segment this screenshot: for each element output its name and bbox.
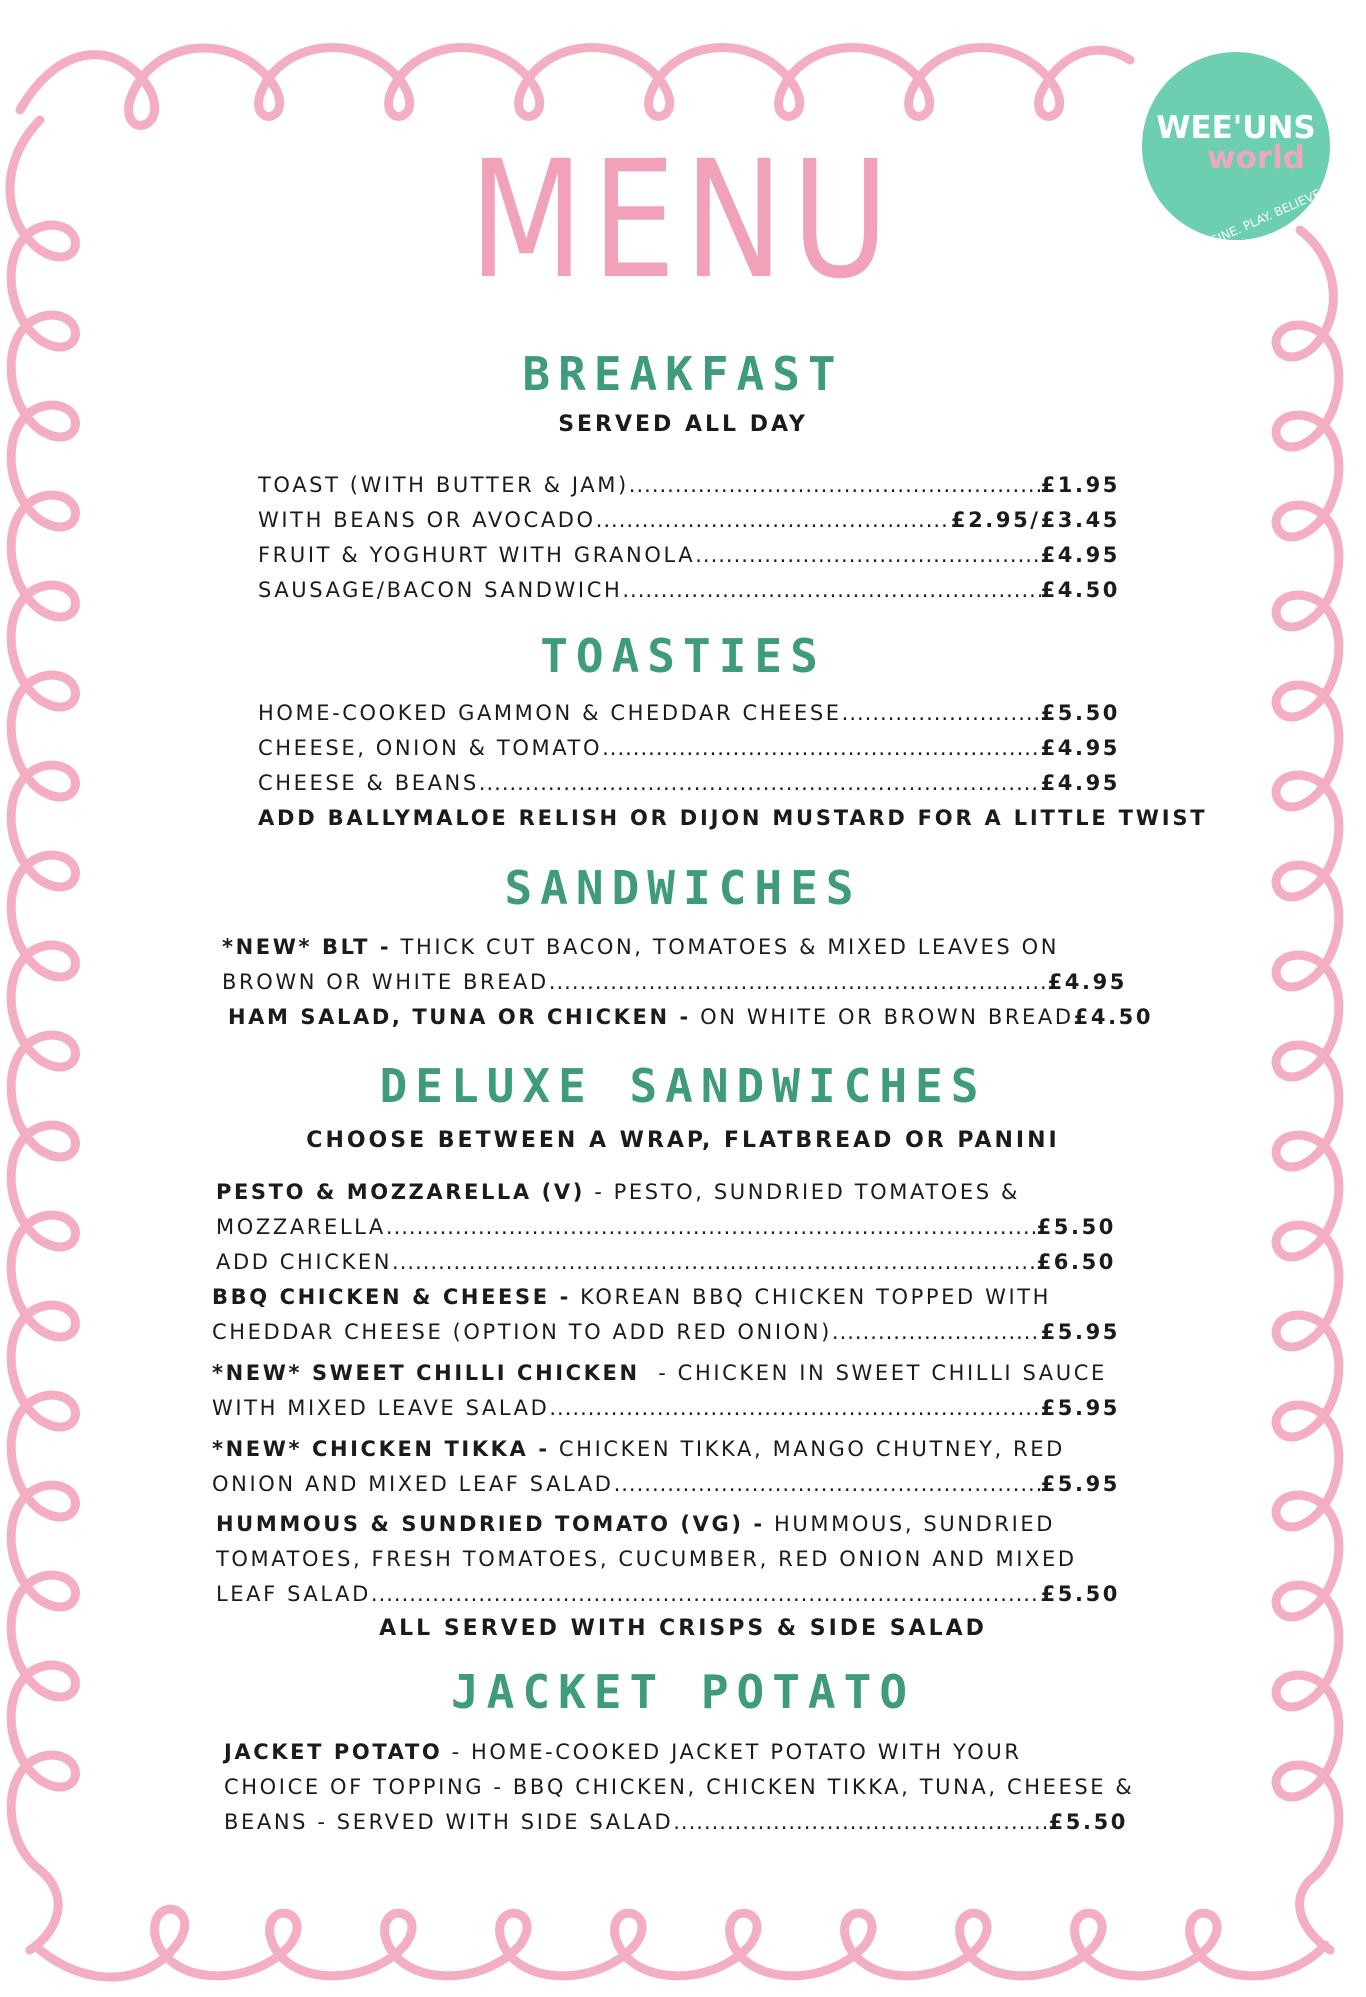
leader-dots — [602, 731, 1040, 766]
deluxe-note: ALL SERVED WITH CRISPS & SIDE SALAD — [379, 1616, 987, 1641]
item-name: MOZZARELLA — [216, 1215, 386, 1239]
menu-item-row — [258, 696, 1120, 731]
item-price: £4.50 — [1040, 578, 1120, 602]
bbq-name: BBQ CHICKEN & CHEESE - — [212, 1285, 571, 1309]
jacket-line — [224, 1735, 1022, 1770]
item-name: TOAST (WITH BUTTER & JAM) — [258, 473, 629, 497]
leader-dots — [629, 468, 1041, 503]
breakfast-heading: BREAKFAST — [522, 347, 844, 401]
item-name: WITH BEANS OR AVOCADO — [258, 508, 596, 532]
hummous-line — [216, 1507, 1055, 1542]
pesto-desc: - PESTO, SUNDRIED TOMATOES & — [594, 1180, 1020, 1204]
menu-item-row — [212, 1315, 1120, 1350]
item-price: £5.50 — [1036, 1215, 1116, 1239]
logo-line-1: WEE'UNS — [1156, 110, 1316, 146]
menu-item-row — [258, 468, 1120, 503]
menu-item-row — [224, 1805, 1128, 1840]
item-price: £6.50 — [1036, 1250, 1116, 1274]
leader-dots — [614, 1467, 1041, 1502]
bbq-desc: KOREAN BBQ CHICKEN TOPPED WITH — [580, 1285, 1052, 1309]
item-name: HOME-COOKED GAMMON & CHEDDAR CHEESE — [258, 701, 842, 725]
logo-tagline: IMAGINE. PLAY. BELIEVE — [1187, 186, 1323, 258]
item-name: BROWN OR WHITE BREAD — [222, 970, 549, 994]
hummous-desc: HUMMOUS, SUNDRIED — [774, 1512, 1056, 1536]
item-name: ADD CHICKEN — [216, 1250, 393, 1274]
leader-dots — [549, 1391, 1040, 1426]
jacket-heading: JACKET POTATO — [450, 1665, 916, 1719]
menu-item-row — [258, 731, 1120, 766]
jacket-name: JACKET POTATO — [224, 1740, 443, 1764]
ham-salad-desc: ON WHITE OR BROWN BREAD — [700, 1005, 1074, 1029]
blt-name: *NEW* BLT - — [222, 935, 392, 959]
jacket-desc-line-2: CHOICE OF TOPPING - BBQ CHICKEN, CHICKEN TIKKA, TUNA, CHEESE & — [224, 1775, 1135, 1799]
item-price: £5.50 — [1040, 1582, 1120, 1606]
leader-dots — [392, 1245, 1037, 1280]
breakfast-section — [0, 348, 1366, 440]
item-name: SAUSAGE/BACON SANDWICH — [258, 578, 623, 602]
item-name: CHEDDAR CHEESE (OPTION TO ADD RED ONION) — [212, 1320, 832, 1344]
item-price: £5.95 — [1040, 1396, 1120, 1420]
blt-description-line — [222, 930, 1059, 965]
item-price: £4.50 — [1073, 1005, 1154, 1029]
hummous-name: HUMMOUS & SUNDRIED TOMATO (VG) - — [216, 1512, 765, 1536]
item-price: £5.50 — [1040, 701, 1120, 725]
toasties-heading: TOASTIES — [540, 629, 826, 683]
logo-line-2: world — [1206, 140, 1306, 176]
item-price: £4.95 — [1040, 736, 1120, 760]
item-price: £4.95 — [1040, 543, 1120, 567]
item-name: ONION AND MIXED LEAF SALAD — [212, 1472, 614, 1496]
item-price: £5.95 — [1040, 1320, 1120, 1344]
jacket-desc: - HOME-COOKED JACKET POTATO WITH YOUR — [451, 1740, 1022, 1764]
pesto-name: PESTO & MOZZARELLA (V) — [216, 1180, 585, 1204]
item-name: FRUIT & YOGHURT WITH GRANOLA — [258, 543, 696, 567]
menu-item-row — [258, 503, 1120, 538]
menu-item-row — [216, 1210, 1116, 1245]
blt-desc: THICK CUT BACON, TOMATOES & MIXED LEAVES ON — [400, 935, 1060, 959]
menu-item-row — [222, 965, 1127, 1000]
leader-dots — [842, 696, 1041, 731]
deluxe-heading: DELUXE SANDWICHES — [379, 1059, 987, 1113]
item-price: £5.50 — [1048, 1810, 1128, 1834]
menu-item-row — [228, 1000, 1154, 1035]
leader-dots — [622, 573, 1040, 608]
deluxe-subheading: CHOOSE BETWEEN A WRAP, FLATBREAD OR PANINI — [306, 1128, 1060, 1153]
pesto-line — [216, 1175, 1020, 1210]
leader-dots — [386, 1210, 1037, 1245]
menu-item-row — [258, 538, 1120, 573]
item-price: £5.95 — [1040, 1472, 1120, 1496]
item-name: LEAF SALAD — [216, 1582, 371, 1606]
sandwiches-heading: SANDWICHES — [504, 861, 862, 915]
deluxe-section — [0, 1060, 1366, 1156]
menu-item-row — [258, 766, 1120, 801]
item-name: CHEESE, ONION & TOMATO — [258, 736, 603, 760]
menu-item-row — [216, 1245, 1116, 1280]
menu-item-row — [212, 1467, 1120, 1502]
leader-dots — [596, 503, 951, 538]
item-price: £2.95/£3.45 — [950, 508, 1120, 532]
chilli-desc: - CHICKEN IN SWEET CHILLI SAUCE — [658, 1361, 1107, 1385]
item-price: £4.95 — [1047, 970, 1127, 994]
menu-item-row — [258, 573, 1120, 608]
tikka-name: *NEW* CHICKEN TIKKA - — [212, 1437, 550, 1461]
leader-dots — [371, 1577, 1041, 1612]
menu-item-row — [212, 1391, 1120, 1426]
menu-item-row — [216, 1577, 1120, 1612]
hummous-desc-line-2: TOMATOES, FRESH TOMATOES, CUCUMBER, RED ONION AND MIXED — [216, 1547, 1077, 1571]
leader-dots — [549, 965, 1048, 1000]
breakfast-subheading: SERVED ALL DAY — [558, 412, 808, 437]
tikka-line — [212, 1432, 1065, 1467]
sandwiches-section — [0, 862, 1366, 914]
chilli-line — [212, 1356, 1107, 1391]
item-name: BEANS - SERVED WITH SIDE SALAD — [224, 1810, 674, 1834]
tikka-desc: CHICKEN TIKKA, MANGO CHUTNEY, RED — [558, 1437, 1065, 1461]
menu-title: MENU — [469, 127, 897, 315]
chilli-name: *NEW* SWEET CHILLI CHICKEN — [212, 1361, 640, 1385]
leader-dots — [695, 538, 1040, 573]
item-price: £4.95 — [1040, 771, 1120, 795]
item-name: WITH MIXED LEAVE SALAD — [212, 1396, 550, 1420]
jacket-section — [0, 1666, 1366, 1718]
item-name: CHEESE & BEANS — [258, 771, 479, 795]
leader-dots — [673, 1805, 1048, 1840]
item-price: £1.95 — [1040, 473, 1120, 497]
ham-salad-name: HAM SALAD, TUNA OR CHICKEN - — [228, 1005, 691, 1029]
leader-dots — [479, 766, 1041, 801]
bbq-line — [212, 1280, 1051, 1315]
leader-dots — [832, 1315, 1041, 1350]
deluxe-note-wrap — [0, 1612, 1366, 1646]
toasties-section — [0, 630, 1366, 682]
toasties-note: ADD BALLYMALOE RELISH OR DIJON MUSTARD FOR A LITTLE TWIST — [258, 806, 1208, 830]
